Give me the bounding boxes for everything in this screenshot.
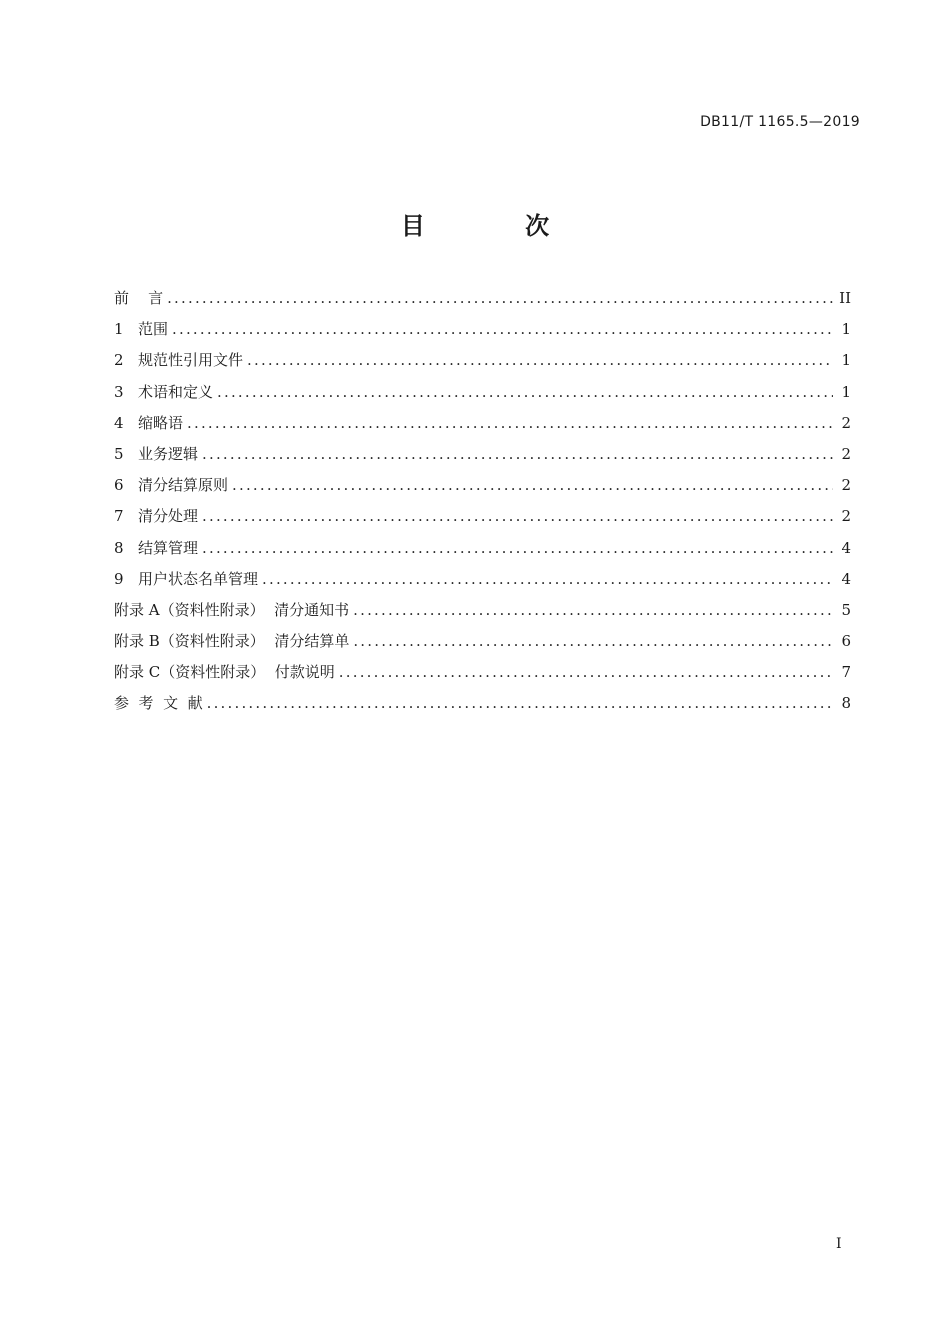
toc-entry-page: 6 [841, 632, 851, 651]
toc-leader-dots [353, 630, 833, 652]
toc-entry-6[interactable] [114, 474, 851, 505]
toc-leader-dots [167, 287, 833, 309]
toc-entry-3[interactable] [114, 381, 851, 412]
toc-entry-9[interactable] [114, 568, 851, 599]
toc-entry-label: 参 考 文 献 [114, 694, 203, 713]
toc-entry-8[interactable] [114, 537, 851, 568]
toc-entry-number: 1 [114, 320, 124, 339]
toc-entry-label: 附录 B（资料性附录） 清分结算单 [114, 632, 350, 651]
toc-entry-page: 1 [841, 382, 851, 401]
toc-entry-label: 结算管理 [138, 538, 199, 557]
toc-leader-dots [217, 381, 833, 403]
toc-entry-number: 9 [114, 569, 124, 588]
toc-leader-dots [353, 599, 833, 621]
toc-leader-dots [247, 349, 833, 371]
toc-entry-label: 范围 [138, 320, 169, 339]
toc-entry-label: 前 言 [114, 289, 164, 307]
toc-entry-page: 4 [841, 538, 851, 557]
toc-leader-dots [202, 505, 833, 527]
toc-entry-label: 用户状态名单管理 [138, 569, 259, 588]
toc-leader-dots [207, 692, 833, 714]
toc-leader-dots [202, 443, 833, 465]
toc-entry-1[interactable] [114, 318, 851, 349]
standard-code: DB11/T 1165.5—2019 [700, 114, 860, 130]
toc-entry-appendix-c[interactable] [114, 661, 851, 692]
toc-entry-page: 1 [841, 320, 851, 339]
toc-entry-label: 清分处理 [138, 507, 199, 526]
toc-entry-5[interactable] [114, 443, 851, 474]
toc-entry-page: 4 [841, 569, 851, 588]
toc-leader-dots [187, 412, 833, 434]
toc-entry-number: 5 [114, 444, 124, 463]
toc-entry-page: 2 [841, 476, 851, 495]
toc-entry-page: II [839, 289, 851, 307]
toc-entry-number: 4 [114, 413, 124, 432]
toc-leader-dots [232, 474, 833, 496]
toc-entry-label: 术语和定义 [138, 382, 214, 401]
toc-entry-number: 6 [114, 476, 124, 495]
toc-entry-number: 8 [114, 538, 124, 557]
toc-entry-label: 规范性引用文件 [138, 351, 244, 370]
toc-entry-page: 7 [841, 663, 851, 682]
toc-entry-label: 附录 C（资料性附录） 付款说明 [114, 663, 335, 682]
toc-entry-label: 缩略语 [138, 413, 184, 432]
toc-entry-label: 附录 A（资料性附录） 清分通知书 [114, 600, 350, 619]
toc-entry-page: 2 [841, 444, 851, 463]
toc-entry-2[interactable] [114, 349, 851, 380]
toc-entry-page: 8 [841, 694, 851, 713]
toc-entry-references[interactable] [114, 692, 851, 723]
toc-entry-number: 2 [114, 351, 124, 370]
toc-entry-label: 业务逻辑 [138, 444, 199, 463]
page-number: I [836, 1236, 842, 1252]
toc-leader-dots [202, 537, 833, 559]
toc-entry-page: 2 [841, 507, 851, 526]
toc-leader-dots [339, 661, 833, 683]
toc-entry-number: 3 [114, 382, 124, 401]
toc-entry-page: 1 [841, 351, 851, 370]
toc-entry-4[interactable] [114, 412, 851, 443]
toc-entry-label: 清分结算原则 [138, 476, 229, 495]
toc-entry-7[interactable] [114, 505, 851, 536]
table-of-contents [114, 287, 851, 724]
page-title: 目 次 [400, 212, 596, 240]
toc-entry-page: 5 [841, 600, 851, 619]
toc-entry-number: 7 [114, 507, 124, 526]
toc-leader-dots [262, 568, 833, 590]
toc-entry-page: 2 [841, 413, 851, 432]
toc-entry-appendix-a[interactable] [114, 599, 851, 630]
toc-entry-appendix-b[interactable] [114, 630, 851, 661]
toc-entry-foreword[interactable] [114, 287, 851, 318]
toc-leader-dots [172, 318, 833, 340]
